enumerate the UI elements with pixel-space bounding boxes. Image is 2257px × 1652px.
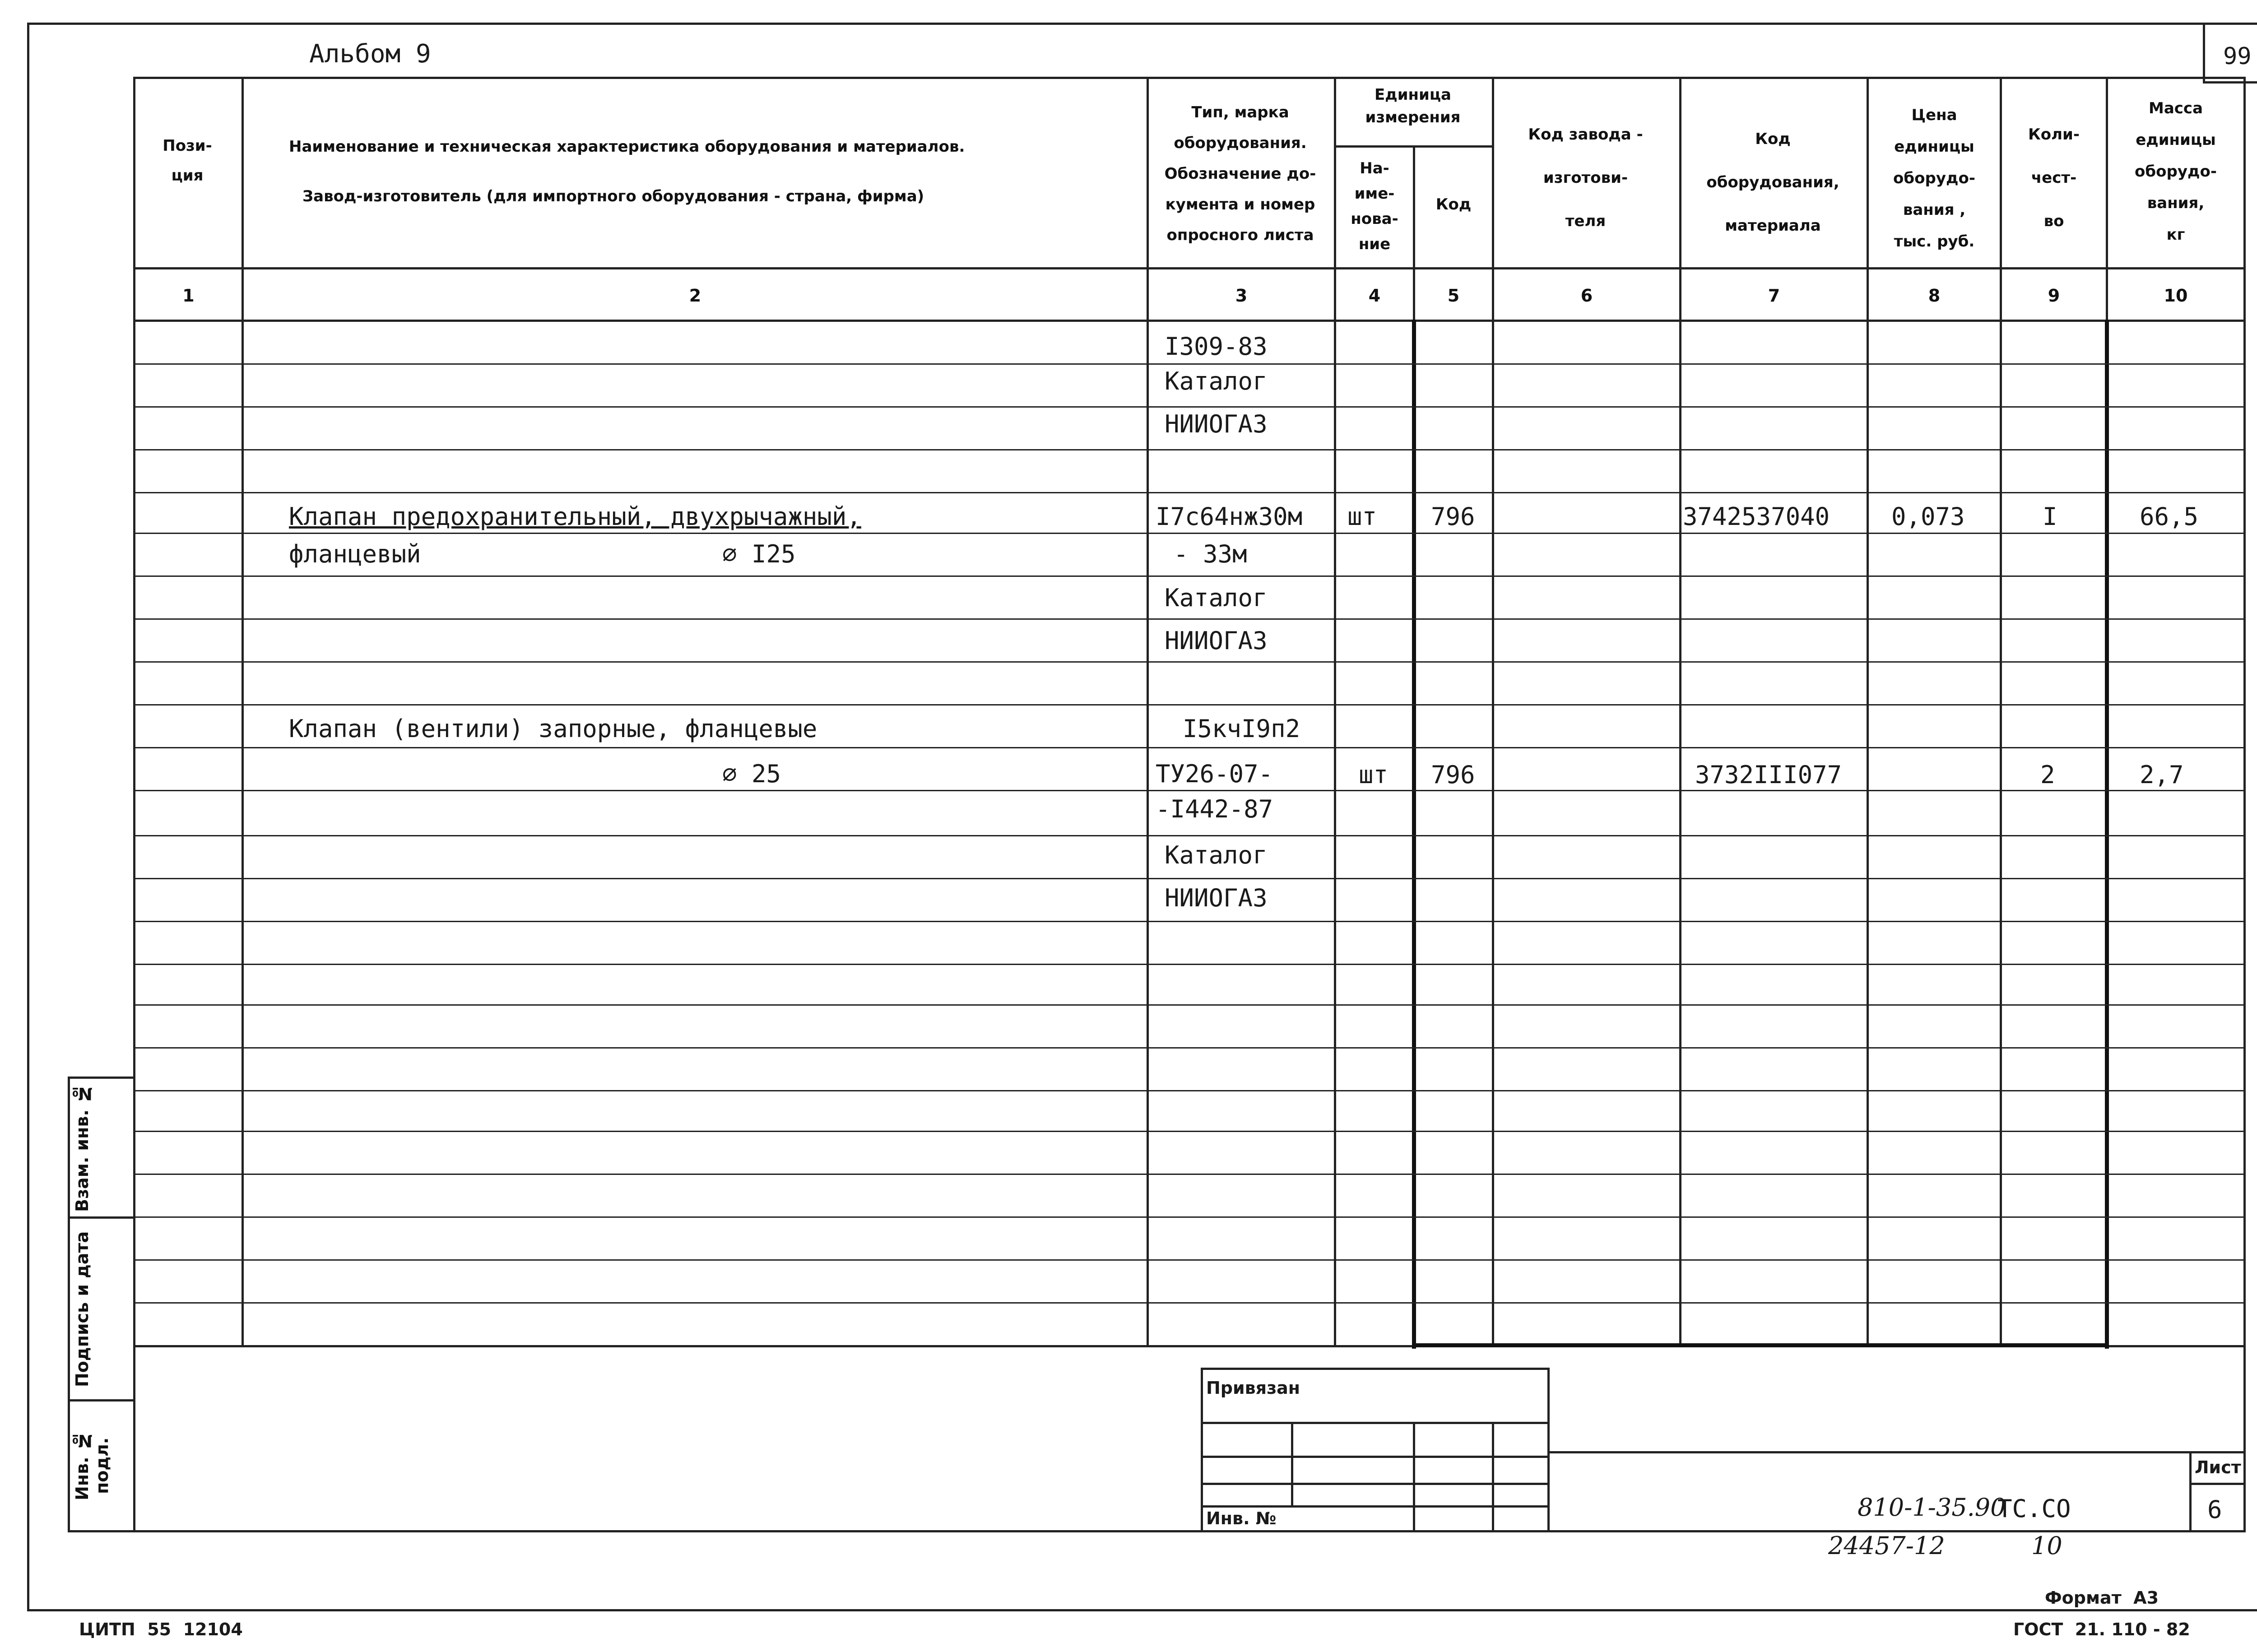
item2-mass: 2,7 (2140, 761, 2184, 789)
colnum-2: 2 (689, 286, 701, 306)
header-col8: Цена единицы оборудо- вания , тыс. руб. (1893, 106, 1975, 251)
privyazan-c2 (1413, 1422, 1415, 1532)
header-col5: Код (1435, 195, 1472, 213)
side-stamp-inv: Инв. № подл. (72, 1431, 112, 1501)
outer-frame-top (27, 23, 2257, 25)
header-col7: Код оборудования, материала (1706, 130, 1839, 235)
item1-type-line1: I7с64нж30м (1156, 502, 1303, 531)
item2-unit-code: 796 (1431, 761, 1475, 789)
item1-type-line3: Каталог (1165, 584, 1268, 612)
header-col2: Наименование и техническая характеристика оборудования и материалов. Завод-изготовитель (для импортного оборудования - страна, фирма) (289, 138, 965, 205)
table-row-line (133, 921, 2246, 922)
footer-format: Формат А3 (2045, 1588, 2159, 1608)
page-number-box-bottom (2203, 81, 2257, 84)
item2-unit: шт (1359, 761, 1389, 789)
inv-no-label: Инв. № (1206, 1508, 1277, 1528)
side-stamp-div1 (68, 1216, 135, 1219)
row2-col3: Каталог (1165, 367, 1268, 395)
table-row-line (133, 575, 2246, 577)
colnum-5: 5 (1447, 286, 1460, 306)
footer-left: ЦИТП 55 12104 (79, 1620, 243, 1639)
header-col6: Код завода - изготови- теля (1528, 125, 1643, 230)
table-row-line (133, 790, 2246, 791)
colnum-1: 1 (182, 286, 195, 306)
table-row-line (133, 1047, 2246, 1049)
table-row-line (133, 406, 2246, 408)
table-row-line (133, 363, 2246, 365)
item1-name-line2: фланцевый (289, 540, 421, 568)
colnum-4: 4 (1368, 286, 1381, 306)
side-stamp-top (68, 1077, 135, 1079)
header-col1: Пози- ция (163, 137, 212, 185)
header-col10: Масса единицы оборудо- вания, кг (2135, 99, 2217, 244)
item2-type-line5: НИИОГАЗ (1165, 884, 1268, 912)
item1-price: 0,073 (1891, 502, 1965, 531)
privyazan-top (1201, 1368, 1548, 1370)
col-line-7 (1867, 77, 1869, 1347)
item2-type-line2: ТУ26-07- (1156, 760, 1273, 788)
privyazan-c1 (1291, 1422, 1293, 1505)
table-row-line (133, 747, 2246, 748)
item1-unit: шт (1347, 502, 1377, 531)
table-row-line (133, 1090, 2246, 1091)
table-row-line (133, 449, 2246, 450)
privyazan-label: Привязан (1206, 1378, 1300, 1398)
table-header-bottom (133, 267, 2246, 269)
privyazan-left (1201, 1368, 1203, 1532)
colnum-9: 9 (2048, 286, 2060, 306)
item2-code: 3732III077 (1695, 761, 1842, 789)
colnum-6: 6 (1580, 286, 1593, 306)
item1-name-line1: Клапан предохранительный, двухрычажный, (289, 502, 861, 531)
table-row-line (133, 618, 2246, 620)
side-stamp-podpis: Подпись и дата (72, 1231, 92, 1387)
thick-block-bottom (1412, 1343, 2109, 1347)
item1-type-line2: - 33м (1174, 540, 1247, 568)
table-row-line (133, 878, 2246, 879)
row3-col3: НИИОГАЗ (1165, 410, 1268, 438)
item2-type-line3: -I442-87 (1156, 795, 1273, 823)
item1-unit-code: 796 (1431, 502, 1475, 531)
colnum-8: 8 (1928, 286, 1941, 306)
item2-type-line4: Каталог (1165, 841, 1268, 869)
col-line-1 (241, 77, 244, 1347)
list-box-left (2189, 1451, 2192, 1532)
col-line-2 (1147, 77, 1149, 1347)
outer-frame-bottom (27, 1609, 2257, 1611)
side-stamp-left (68, 1077, 70, 1532)
list-box-mid (2189, 1483, 2246, 1485)
col-line-8 (2000, 77, 2002, 1347)
table-row-line (133, 1174, 2246, 1175)
doc-code: 810-1-35.90 (1858, 1493, 2006, 1522)
table-row-line (133, 1216, 2246, 1218)
table-row-line (133, 835, 2246, 836)
item1-qty: I (2043, 502, 2057, 531)
col-line-3 (1334, 77, 1336, 1347)
table-row-line (133, 661, 2246, 663)
outer-frame-left (27, 23, 29, 1611)
page-corner-number: 99 (2223, 43, 2252, 70)
doc-suffix: ТС.СО (1997, 1494, 2071, 1523)
item1-mass: 66,5 (2140, 502, 2199, 531)
thick-block-right (2105, 320, 2109, 1349)
item2-type-line1: I5кчI9п2 (1183, 715, 1300, 743)
privyazan-right (1547, 1368, 1550, 1532)
thick-block-left (1412, 320, 1416, 1349)
header-col9: Коли- чест- во (2028, 125, 2080, 230)
privyazan-mid3 (1201, 1483, 1548, 1485)
header-col3: Тип, марка оборудования. Обозначение до- кумента и номер опросного листа (1164, 103, 1316, 244)
order-sheet: 10 (2031, 1531, 2062, 1560)
privyazan-mid1 (1201, 1422, 1548, 1424)
header-col4: На- име- нова- ние (1351, 159, 1398, 253)
item2-name-line1: Клапан (вентили) запорные, фланцевые (289, 715, 817, 743)
list-label: Лист (2195, 1457, 2241, 1477)
table-row-line (133, 492, 2246, 493)
footer-gost: ГОСТ 21. 110 - 82 (2013, 1620, 2190, 1639)
item2-qty: 2 (2040, 761, 2055, 789)
stamp-top-line (1547, 1451, 2245, 1453)
unit-header-divider (1334, 145, 1492, 148)
col-line-5 (1492, 77, 1494, 1347)
list-number: 6 (2207, 1495, 2222, 1524)
item2-diameter: ∅ 25 (722, 760, 781, 788)
table-top (133, 77, 2246, 79)
table-row-line (133, 1131, 2246, 1132)
order-number: 24457-12 (1828, 1531, 1945, 1560)
table-row-line (133, 1302, 2246, 1304)
item1-type-line4: НИИОГАЗ (1165, 626, 1268, 655)
side-stamp-vzam: Взам. инв. № (72, 1083, 92, 1212)
colnum-7: 7 (1768, 286, 1780, 306)
privyazan-mid2 (1201, 1456, 1548, 1458)
page-number-box-left (2203, 25, 2205, 84)
col-line-6 (1679, 77, 1681, 1347)
item1-code: 3742537040 (1683, 502, 1830, 531)
table-row-line (133, 1259, 2246, 1261)
table-row-line (133, 1004, 2246, 1006)
table-row-line (133, 964, 2246, 965)
colnum-3: 3 (1235, 286, 1248, 306)
album-label: Альбом 9 (309, 39, 431, 69)
colnum-10: 10 (2164, 286, 2188, 306)
header-unit-group: Единица измерения (1365, 86, 1461, 126)
row1-col3: I309-83 (1165, 332, 1268, 361)
table-row-line (133, 704, 2246, 705)
table-row-line (133, 533, 2246, 534)
item1-diameter: ∅ I25 (722, 540, 796, 568)
col-line-10 (2243, 77, 2246, 1532)
privyazan-c3 (1492, 1422, 1494, 1532)
